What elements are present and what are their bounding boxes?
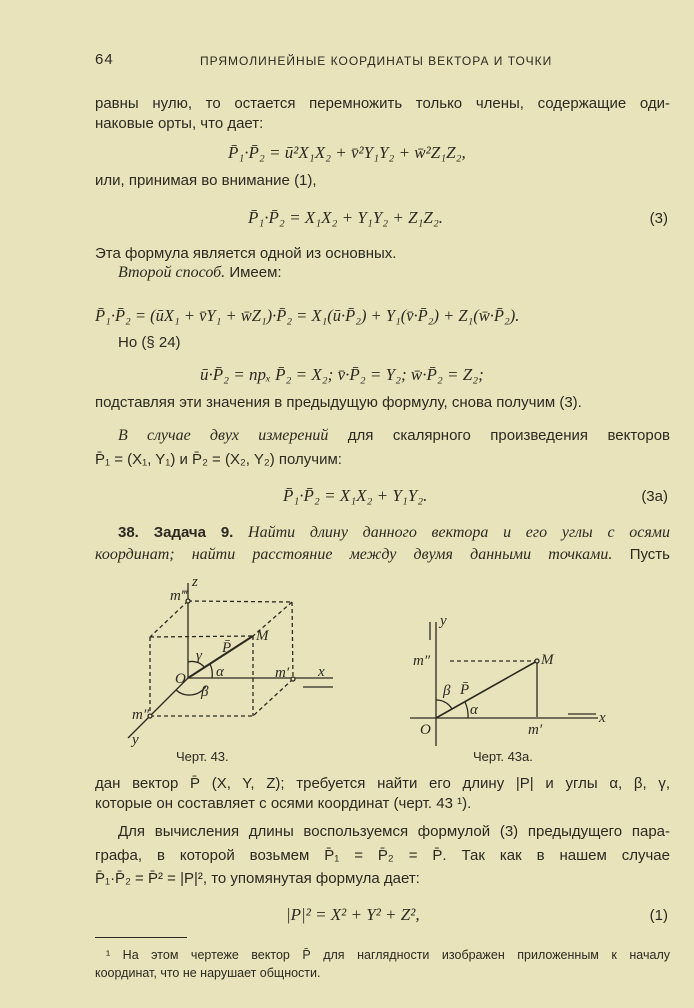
fig43-label-m2: m″	[132, 707, 150, 723]
fig43a-label-m2: m″	[413, 653, 431, 669]
fig43a-label-y: y	[440, 613, 447, 629]
fig43-label-M: M	[256, 628, 269, 644]
running-title: ПРЯМОЛИНЕЙНЫЕ КООРДИНАТЫ ВЕКТОРА И ТОЧКИ	[200, 54, 553, 68]
text-line: дан вектор P̄ (X, Y, Z); требуется найти его длину |P| и углы α, β, γ,	[95, 775, 670, 792]
italic-text: Второй способ.	[118, 264, 226, 281]
fig43-label-x: x	[318, 664, 325, 680]
text-line: P̄₁ = (X₁, Y₁) и P̄₂ = (X₂, Y₂) получим:	[95, 451, 342, 468]
text-line: равны нулю, то остается перемножить только члены, содержащие оди-	[95, 95, 670, 112]
formula: |P|² = X² + Y² + Z²,	[286, 905, 420, 924]
footnote-rule	[95, 937, 187, 938]
text-line: P̄₁·P̄₂ = P̄² = |P|², то упомянутая формула дает:	[95, 870, 420, 887]
formula: P̄₁·P̄₂ = X₁X₂ + Y₁Y₂ + Z₁Z₂.	[248, 208, 444, 227]
equation-number: (3а)	[641, 488, 668, 505]
fig43-label-m1: m′	[275, 665, 290, 681]
fig43-label-P: P̄	[222, 640, 232, 656]
text: Имеем:	[225, 264, 282, 281]
fig43-label-alpha: α	[216, 664, 224, 680]
text-line: или, принимая во внимание (1),	[95, 172, 317, 189]
text-line: Для вычисления длины воспользуемся формулой (3) предыдущего пара-	[118, 823, 670, 840]
text-line: наковые орты, что дает:	[95, 115, 264, 132]
task-number: 38. Задача 9.	[118, 524, 234, 541]
fig43-label-beta: β	[201, 684, 209, 700]
page-number: 64	[95, 51, 114, 68]
fig43a-label-o: O	[420, 722, 431, 738]
italic-text: В случае двух измерений	[118, 427, 329, 444]
formula: ū·P̄₂ = прₓ P̄₂ = X₂; v̄·P̄₂ = Y₂; w̄·P̄₂ = Z₂;	[200, 365, 484, 384]
formula: P̄₁·P̄₂ = X₁X₂ + Y₁Y₂.	[283, 486, 428, 505]
fig43a-label-beta: β	[443, 683, 451, 699]
formula: P̄₁·P̄₂ = ū²X₁X₂ + v̄²Y₁Y₂ + w̄²Z₁Z₂,	[228, 143, 466, 162]
figure-caption: Черт. 43а.	[473, 749, 533, 764]
equation-number: (1)	[649, 907, 668, 924]
text-line: Но (§ 24)	[118, 334, 181, 351]
text: Пусть	[612, 546, 670, 563]
fig43-label-y: y	[132, 732, 139, 748]
fig43a-label-alpha: α	[470, 702, 478, 718]
fig43-label-z: z	[192, 574, 198, 590]
footnote-line: координат, что не нарушает общности.	[95, 966, 321, 980]
fig43a-label-M: M	[541, 652, 554, 668]
fig43a-label-P: P̄	[460, 682, 470, 698]
footnote-line: ¹ На этом чертеже вектор P̄ для наглядности изображен приложенным к началу	[106, 948, 670, 962]
fig43-label-o: O	[175, 671, 186, 687]
fig43-label-gamma: γ	[196, 648, 202, 664]
fig43a-label-x: x	[599, 710, 606, 726]
fig43-label-m3: m‴	[170, 588, 188, 604]
text-line: графа, в которой возьмем P̄₁ = P̄₂ = P̄. Так как в нашем случае	[95, 847, 670, 864]
text-line: которые он составляет с осями координат (черт. 43 ¹).	[95, 795, 472, 812]
fig43a-label-m1: m′	[528, 722, 543, 738]
equation-number: (3)	[649, 210, 668, 227]
text: для скалярного произведения векторов	[328, 427, 671, 444]
formula: P̄₁·P̄₂ = (ūX₁ + v̄Y₁ + w̄Z₁)·P̄₂ = X₁(ū·P̄₂) + Y₁(v̄·P̄₂) + Z₁(w̄·P̄₂).	[95, 306, 520, 325]
text-line: Эта формула является одной из основных.	[95, 245, 397, 262]
italic-text: Найти длину данного вектора и его углы с осями	[233, 524, 670, 541]
fig43a-drawing	[410, 622, 598, 746]
figure-caption: Черт. 43.	[176, 749, 229, 764]
text-line: подставляя эти значения в предыдущую формулу, снова получим (3).	[95, 394, 582, 411]
italic-text: координат; найти расстояние между двумя данными точками.	[95, 546, 613, 563]
